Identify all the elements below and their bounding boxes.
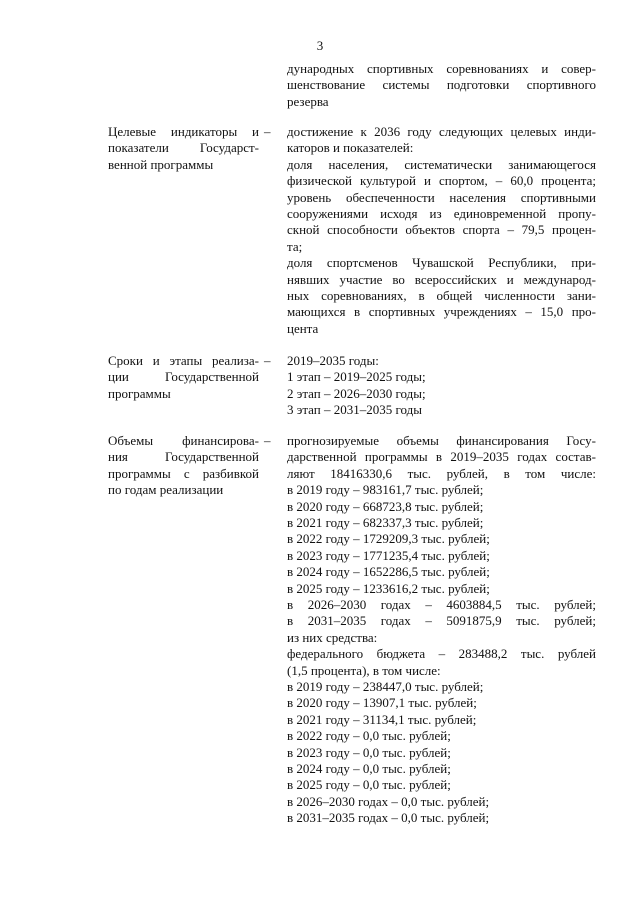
section-label-line: показатели Государст- xyxy=(108,140,259,156)
section-value-line: ных соревнованиях, в общей численности зани- xyxy=(287,288,596,303)
section-value-line: в 2031–2035 годах – 5091875,9 тыс. рублей; xyxy=(287,613,596,629)
section-value-line: в 2022 году – 0,0 тыс. рублей; xyxy=(287,728,451,744)
section-value-line: в 2023 году – 1771235,4 тыс. рублей; xyxy=(287,547,490,563)
intro-line: шенствование системы подготовки спортивного xyxy=(287,77,596,93)
section-value-line: в 2019 году – 983161,7 тыс. рублей; xyxy=(287,482,484,498)
section-label-line: ния Государственной xyxy=(108,449,259,465)
separator-dash: – xyxy=(264,124,271,139)
section-label-line: Сроки и этапы реализа- xyxy=(108,353,259,368)
section-value-line: в 2020 году – 668723,8 тыс. рублей; xyxy=(287,498,484,514)
section-label-line: Целевые индикаторы и xyxy=(108,124,259,139)
section-value-line: в 2026–2030 годах – 4603884,5 тыс. рублей; xyxy=(287,597,596,612)
section-label-line: программы xyxy=(108,385,171,401)
section-value-line: в 2021 году – 31134,1 тыс. рублей; xyxy=(287,711,477,727)
section-value-line: 3 этап – 2031–2035 годы xyxy=(287,402,422,418)
section-label-line: венной программы xyxy=(108,156,214,172)
section-value-line: физической культурой и спортом, – 60,0 процента; xyxy=(287,173,596,189)
intro-line: резерва xyxy=(287,93,329,109)
section-value-line: в 2024 году – 0,0 тыс. рублей; xyxy=(287,761,451,776)
section-value-line: в 2025 году – 1233616,2 тыс. рублей; xyxy=(287,580,490,596)
section-value-line: прогнозируемые объемы финансирования Госу- xyxy=(287,433,596,448)
section-value-line: в 2023 году – 0,0 тыс. рублей; xyxy=(287,744,451,760)
page-number: 3 xyxy=(316,38,324,53)
section-value-line: сооружениями исходя из единовременной пропу- xyxy=(287,206,596,221)
section-value-line: дарственной программы в 2019–2035 годах состав- xyxy=(287,449,596,465)
section-value-line: (1,5 процента), в том числе: xyxy=(287,662,441,678)
section-value-line: достижение к 2036 году следующих целевых инди- xyxy=(287,124,596,139)
section-label-line: ции Государственной xyxy=(108,369,259,385)
section-value-line: доля спортсменов Чувашской Республики, при- xyxy=(287,255,596,271)
section-value-line: доля населения, систематически занимающегося xyxy=(287,156,596,172)
section-value-line: цента xyxy=(287,320,319,336)
separator-dash: – xyxy=(264,353,271,368)
section-value-line: в 2031–2035 годах – 0,0 тыс. рублей; xyxy=(287,810,490,826)
section-label-line: по годам реализации xyxy=(108,482,224,498)
section-value-line: 2 этап – 2026–2030 годы; xyxy=(287,385,426,401)
section-value-line: скной способности объектов спорта – 79,5 процен- xyxy=(287,222,596,238)
section-value-line: мающихся в спортивных учреждениях – 15,0 про- xyxy=(287,304,596,320)
section-value-line: в 2020 году – 13907,1 тыс. рублей; xyxy=(287,695,477,711)
section-value-line: в 2024 году – 1652286,5 тыс. рублей; xyxy=(287,564,490,580)
section-value-line: 1 этап – 2019–2025 годы; xyxy=(287,369,426,385)
section-value-line: 2019–2035 годы: xyxy=(287,353,379,368)
section-value-line: в 2019 году – 238447,0 тыс. рублей; xyxy=(287,679,484,694)
section-value-line: та; xyxy=(287,238,303,254)
separator-dash: – xyxy=(264,433,271,448)
intro-line: дународных спортивных соревнованиях и совер- xyxy=(287,61,596,76)
section-value-line: федерального бюджета – 283488,2 тыс. рублей xyxy=(287,646,596,662)
section-value-line: в 2026–2030 годах – 0,0 тыс. рублей; xyxy=(287,793,490,809)
section-value-line: уровень обеспеченности населения спортивными xyxy=(287,189,596,205)
section-value-line: ляют 18416330,6 тыс. рублей, в том числе: xyxy=(287,465,596,481)
section-value-line: нявших участие во всероссийских и международ- xyxy=(287,271,596,287)
section-label-line: Объемы финансирова- xyxy=(108,433,259,448)
section-value-line: из них средства: xyxy=(287,629,378,645)
section-label-line: программы с разбивкой xyxy=(108,465,259,481)
section-value-line: каторов и показателей: xyxy=(287,140,414,156)
section-value-line: в 2025 году – 0,0 тыс. рублей; xyxy=(287,777,451,793)
section-value-line: в 2021 году – 682337,3 тыс. рублей; xyxy=(287,515,484,530)
section-value-line: в 2022 году – 1729209,3 тыс. рублей; xyxy=(287,531,490,547)
